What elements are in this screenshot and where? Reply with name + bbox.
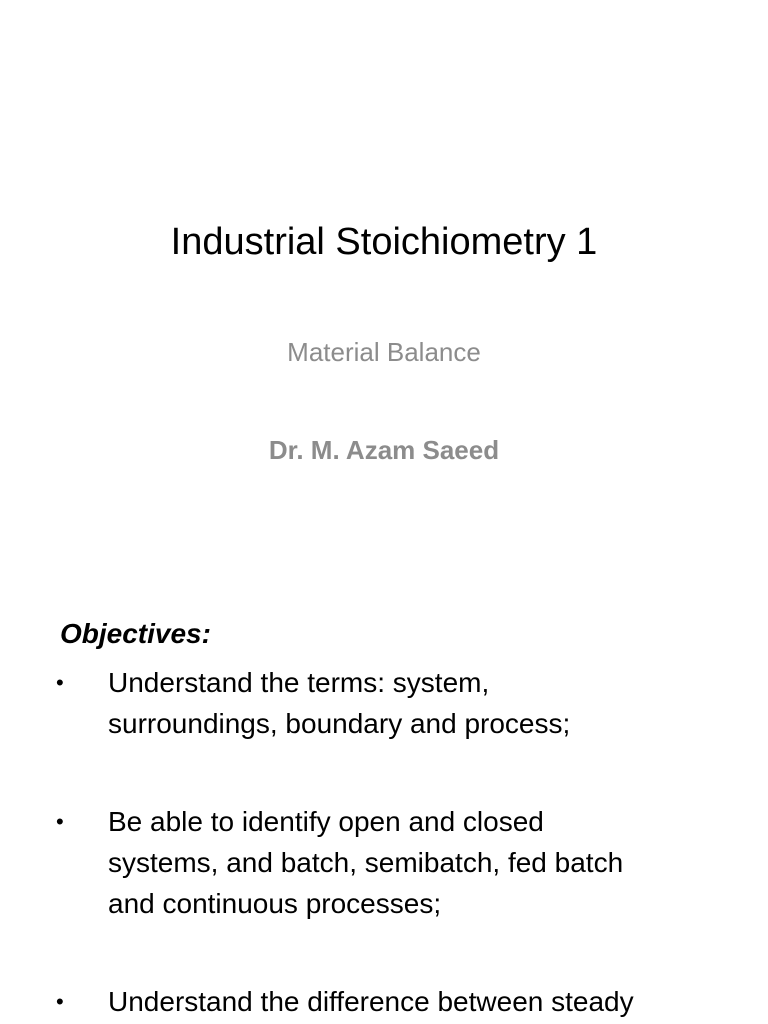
objective-text [108, 662, 718, 744]
objective-text [108, 801, 718, 924]
bullet-icon: • [56, 989, 64, 1014]
bullet-icon: • [56, 809, 64, 834]
slide-subtitle: Material Balance [287, 337, 481, 367]
bullet-icon: • [56, 670, 64, 695]
objective-line: surroundings, boundary and process; [108, 708, 571, 739]
slide-title: Industrial Stoichiometry 1 [170, 221, 598, 263]
objective-line: systems, and batch, semibatch, fed batch [108, 847, 624, 878]
objectives-heading: Objectives: [60, 618, 211, 649]
objective-line: Understand the difference between steady [108, 986, 634, 1017]
objective-line: Be able to identify open and closed [108, 806, 544, 837]
objective-line: Understand the terms: system, [108, 667, 490, 698]
objective-text [108, 981, 718, 1022]
objective-line: and continuous processes; [108, 888, 442, 919]
author-name: Dr. M. Azam Saeed [268, 435, 500, 465]
